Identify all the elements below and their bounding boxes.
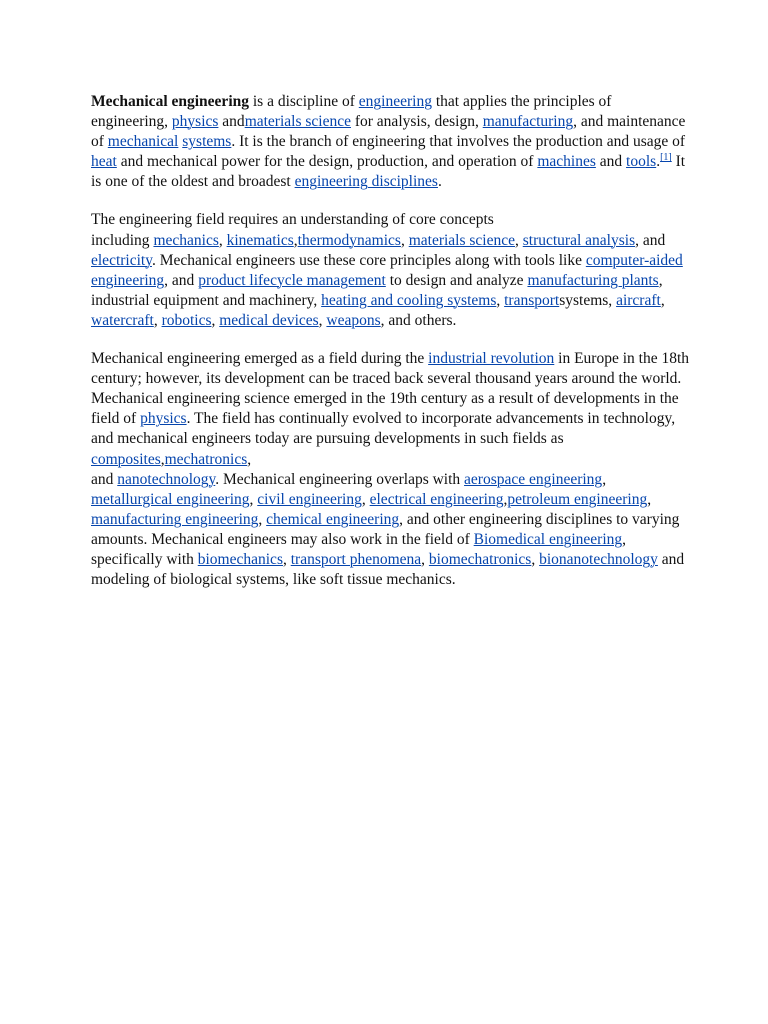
text-run: , and maintenance of: [91, 113, 686, 151]
article-link[interactable]: nanotechnology: [117, 470, 216, 488]
article-link[interactable]: computer-aided engineering: [91, 251, 683, 289]
article-link[interactable]: engineering disciplines: [294, 173, 438, 191]
text-run: ,: [421, 550, 429, 568]
text-run: ,: [496, 291, 505, 309]
text-run: ,: [249, 490, 258, 508]
article-body: [91, 92, 691, 608]
text-run: . Mechanical engineering overlaps with: [215, 470, 465, 488]
citation-superscript: [660, 152, 672, 163]
paragraph: [91, 210, 691, 331]
text-run: It is one of the oldest and broadest: [91, 153, 686, 191]
paragraph: [91, 349, 691, 590]
article-link[interactable]: weapons: [326, 311, 381, 329]
text-run: in Europe in the 18th century; however, its development can be traced back several thousand years around the world. Mechanical engineering science emerged in the 19th century as a result of developments in the field of: [91, 350, 690, 428]
article-link[interactable]: physics: [140, 410, 187, 428]
text-run: ,: [361, 490, 370, 508]
article-link[interactable]: machines: [537, 153, 596, 171]
text-run: and: [91, 470, 118, 488]
article-link[interactable]: materials science: [244, 113, 351, 131]
article-link[interactable]: petroleum engineering: [507, 490, 648, 508]
text-run: , and: [635, 231, 666, 249]
text-run: . The field has continually evolved to incorporate advancements in technology, and mechanical engineers today are pursuing developments in such fields as: [91, 410, 676, 448]
text-run: , specifically with: [91, 530, 627, 568]
text-run: and: [595, 153, 627, 171]
article-link[interactable]: electrical engineering: [369, 490, 504, 508]
text-run: The engineering field requires an understanding of core concepts: [91, 211, 494, 229]
text-run: ,: [293, 231, 298, 249]
text-run: for analysis, design,: [350, 113, 483, 131]
article-link[interactable]: robotics: [161, 311, 212, 329]
text-run: ,: [660, 291, 665, 309]
article-link[interactable]: mechanics: [153, 231, 219, 249]
article-link[interactable]: heating and cooling systems: [321, 291, 497, 309]
article-link[interactable]: industrial revolution: [428, 350, 555, 368]
article-link[interactable]: biomechanics: [197, 550, 283, 568]
text-run: to design and analyze: [385, 271, 528, 289]
text-run: systems,: [559, 291, 617, 309]
article-link[interactable]: watercraft: [91, 311, 154, 329]
citation-link[interactable]: [1]: [660, 152, 672, 164]
text-run: . Mechanical engineers use these core principles along with tools like: [151, 251, 586, 269]
text-run: ,: [218, 231, 227, 249]
article-link[interactable]: biomechatronics: [428, 550, 532, 568]
text-run: , and other engineering disciplines to varying amounts. Mechanical engineers may also work in the field of: [91, 510, 680, 548]
text-run: ,: [531, 550, 540, 568]
text-run: , industrial equipment and machinery,: [91, 271, 663, 309]
text-run: ,: [318, 311, 327, 329]
article-link[interactable]: metallurgical engineering: [91, 490, 250, 508]
article-link[interactable]: engineering: [358, 93, 432, 110]
article-link[interactable]: manufacturing engineering: [91, 510, 259, 528]
article-link[interactable]: physics: [171, 113, 219, 131]
article-link[interactable]: medical devices: [219, 311, 319, 329]
article-link[interactable]: civil engineering: [257, 490, 362, 508]
text-run: and: [218, 113, 245, 131]
text-run: , and others.: [380, 311, 457, 329]
article-link[interactable]: electricity: [91, 251, 152, 269]
article-link[interactable]: heat: [91, 153, 117, 171]
article-link[interactable]: thermodynamics: [297, 231, 401, 249]
article-link[interactable]: Biomedical engineering: [473, 530, 623, 548]
text-run: ,: [602, 470, 607, 488]
article-link[interactable]: materials science: [408, 231, 515, 249]
article-link[interactable]: tools: [626, 153, 657, 171]
text-run: and mechanical power for the design, production, and operation of: [116, 153, 538, 171]
article-link[interactable]: aerospace engineering: [464, 470, 603, 488]
text-run: . It is the branch of engineering that involves the production and usage of: [231, 133, 686, 151]
bold-term: Mechanical engineering: [91, 93, 249, 110]
text-run: Mechanical engineering emerged as a field during the: [91, 350, 429, 368]
text-run: ,: [258, 510, 267, 528]
text-run: ,: [282, 550, 291, 568]
text-run: and modeling of biological systems, like soft tissue mechanics.: [91, 550, 685, 589]
article-link[interactable]: mechanical: [107, 133, 179, 151]
article-link[interactable]: transport phenomena: [290, 550, 422, 568]
article-link[interactable]: bionanotechnology: [539, 550, 658, 568]
article-link[interactable]: mechatronics: [164, 450, 248, 468]
text-run: including: [91, 231, 154, 249]
text-run: ,: [503, 490, 508, 508]
text-run: ,: [515, 231, 523, 249]
text-run: ,: [247, 450, 252, 468]
text-run: , and: [164, 271, 199, 289]
article-link[interactable]: manufacturing: [482, 113, 574, 131]
article-link[interactable]: manufacturing plants: [527, 271, 659, 289]
article-link[interactable]: systems: [182, 133, 232, 151]
text-run: that applies the principles of engineering,: [91, 93, 612, 131]
text-run: ,: [400, 231, 409, 249]
text-run: ,: [211, 311, 220, 329]
text-run: .: [656, 153, 661, 171]
text-run: .: [437, 173, 442, 191]
article-link[interactable]: aircraft: [616, 291, 661, 309]
paragraph: [91, 92, 691, 192]
text-run: ,: [160, 450, 165, 468]
article-link[interactable]: transport: [504, 291, 560, 309]
text-run: is a discipline of: [249, 93, 359, 110]
article-link[interactable]: kinematics: [226, 231, 294, 249]
article-link[interactable]: product lifecycle management: [198, 271, 386, 289]
article-link[interactable]: structural analysis: [522, 231, 636, 249]
text-run: ,: [647, 490, 652, 508]
article-link[interactable]: composites: [91, 450, 161, 468]
article-link[interactable]: chemical engineering: [266, 510, 400, 528]
text-run: ,: [153, 311, 162, 329]
